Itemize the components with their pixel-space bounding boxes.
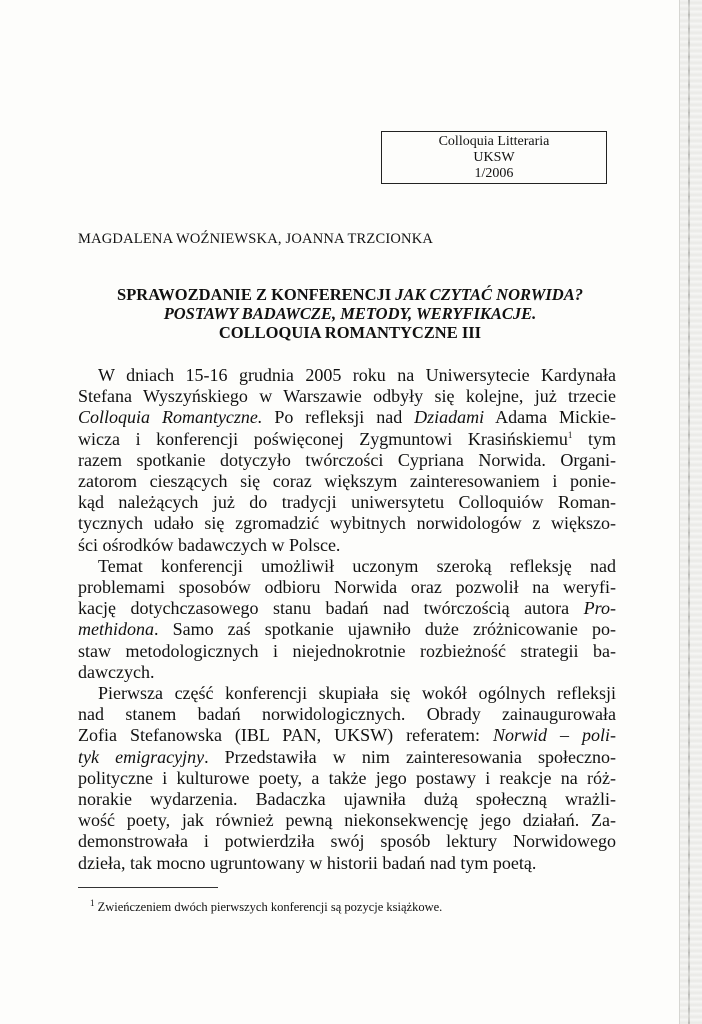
body-line bbox=[78, 768, 616, 789]
body-line bbox=[78, 831, 616, 852]
text-run: Adama Mickie- bbox=[484, 407, 616, 428]
body-line bbox=[78, 641, 616, 662]
title-line-3: COLLOQUIA ROMANTYCZNE III bbox=[218, 323, 482, 342]
title-line-2-italic: POSTAWY BADAWCZE, METODY, WERYFIKACJE. bbox=[163, 304, 537, 323]
title-line-1-regular: SPRAWOZDANIE Z KONFERENCJI bbox=[117, 285, 396, 304]
text-run: . Przedstawiła w nim zainteresowania społeczno- bbox=[204, 746, 616, 767]
text-run: norakie wydarzenia. Badaczka ujawniła dużą społeczną wrażli- bbox=[78, 789, 616, 810]
body-line bbox=[78, 704, 616, 725]
journal-issue: 1/2006 bbox=[474, 166, 514, 181]
text-run: Temat konferencji umożliwił uczonym szeroką refleksję nad bbox=[98, 555, 616, 576]
text-run: staw metodologicznych i niejednokrotnie rozbieżność strategii ba- bbox=[78, 640, 616, 661]
scan-edge bbox=[679, 0, 702, 1024]
body-line bbox=[78, 492, 616, 513]
journal-name: Colloquia Litteraria bbox=[438, 134, 550, 149]
text-run: dzieła, tak mocno ugruntowany w historii badań nad tym poetą. bbox=[78, 852, 537, 873]
body-line bbox=[78, 535, 616, 556]
text-run: problemami sposobów odbioru Norwida oraz pozwolił na weryfi- bbox=[78, 577, 616, 598]
body-line bbox=[78, 725, 616, 746]
text-run: nad stanem badań norwidologicznych. Obrady zainaugurowała bbox=[78, 704, 616, 725]
footnote-reference: 1 bbox=[567, 429, 573, 440]
text-run-italic: methidona bbox=[78, 619, 154, 640]
text-run: polityczne i kulturowe poety, a także jego postawy i reakcje na róż- bbox=[78, 767, 616, 788]
body-line bbox=[78, 407, 616, 428]
text-run-italic: Colloquia Romantyczne. bbox=[78, 407, 263, 428]
text-run: demonstrowała i potwierdziła swój sposób lektury Norwidowego bbox=[78, 831, 616, 852]
text-run: Pierwsza część konferencji skupiała się wokół ogólnych refleksji bbox=[98, 683, 616, 704]
body-line bbox=[78, 556, 616, 577]
body-line bbox=[78, 598, 616, 619]
text-run-italic: Norwid – poli- bbox=[493, 725, 616, 746]
text-run: dawczych. bbox=[78, 661, 155, 682]
body-line bbox=[78, 789, 616, 810]
body-line bbox=[78, 386, 616, 407]
text-run-italic: tyk emigracyjny bbox=[78, 746, 205, 767]
body-line bbox=[78, 619, 616, 640]
text-run: Zofia Stefanowska (IBL PAN, UKSW) referatem: bbox=[78, 725, 493, 746]
text-run: kację dotychczasowego stanu badań nad twórczością autora bbox=[78, 598, 584, 619]
text-run: tym bbox=[572, 428, 616, 449]
footnote-divider bbox=[78, 887, 218, 888]
text-run: zatorom cieszących się coraz większym zainteresowaniem i ponie- bbox=[78, 471, 616, 492]
body-line bbox=[78, 683, 616, 704]
body-text bbox=[78, 365, 616, 874]
body-line bbox=[78, 662, 616, 683]
text-run: tycznych udało się zgromadzić wybitnych norwidologów z większo- bbox=[78, 513, 616, 534]
text-run: kąd należących już do tradycji uniwersytetu Colloquiów Roman- bbox=[78, 492, 616, 513]
text-run: Po refleksji nad bbox=[262, 407, 415, 428]
title-line-1-italic: JAK CZYTAĆ NORWIDA? bbox=[395, 285, 583, 304]
text-run: W dniach 15-16 grudnia 2005 roku na Uniwersytecie Kardynała bbox=[98, 365, 616, 385]
text-run: . Samo zaś spotkanie ujawniło duże zróżnicowanie po- bbox=[154, 619, 616, 640]
journal-header-box bbox=[381, 131, 607, 184]
body-line bbox=[78, 365, 616, 386]
text-run-italic: Pro- bbox=[583, 598, 616, 619]
body-line bbox=[78, 513, 616, 534]
text-run: Stefana Wyszyńskiego w Warszawie odbyły się kolejne, już trzecie bbox=[78, 386, 616, 407]
footnote-mark: 1 bbox=[90, 897, 95, 908]
body-line bbox=[78, 577, 616, 598]
title-line-2 bbox=[70, 304, 630, 323]
body-line bbox=[78, 747, 616, 768]
authors: MAGDALENA WOŹNIEWSKA, JOANNA TRZCIONKA bbox=[78, 231, 434, 247]
body-line bbox=[78, 810, 616, 831]
article-title bbox=[70, 285, 630, 342]
body-line bbox=[78, 429, 616, 450]
text-run: ści ośrodków badawczych w Polsce. bbox=[78, 534, 341, 555]
body-line bbox=[78, 450, 616, 471]
text-run-italic: Dziadami bbox=[414, 407, 485, 428]
footnote bbox=[90, 897, 610, 915]
text-run: wicza i konferencji poświęconej Zygmuntowi Krasińskiemu bbox=[78, 428, 568, 449]
footnote-text: Zwieńczeniem dwóch pierwszych konferencji są pozycje książkowe. bbox=[94, 900, 443, 914]
journal-publisher: UKSW bbox=[473, 150, 515, 165]
body-line bbox=[78, 471, 616, 492]
text-run: razem spotkanie dotyczyło twórczości Cypriana Norwida. Organi- bbox=[78, 449, 616, 470]
body-line bbox=[78, 853, 616, 874]
title-line-1 bbox=[70, 285, 630, 304]
text-run: wość poety, jak również pewną niekonsekwencję jego działań. Za- bbox=[78, 810, 616, 831]
